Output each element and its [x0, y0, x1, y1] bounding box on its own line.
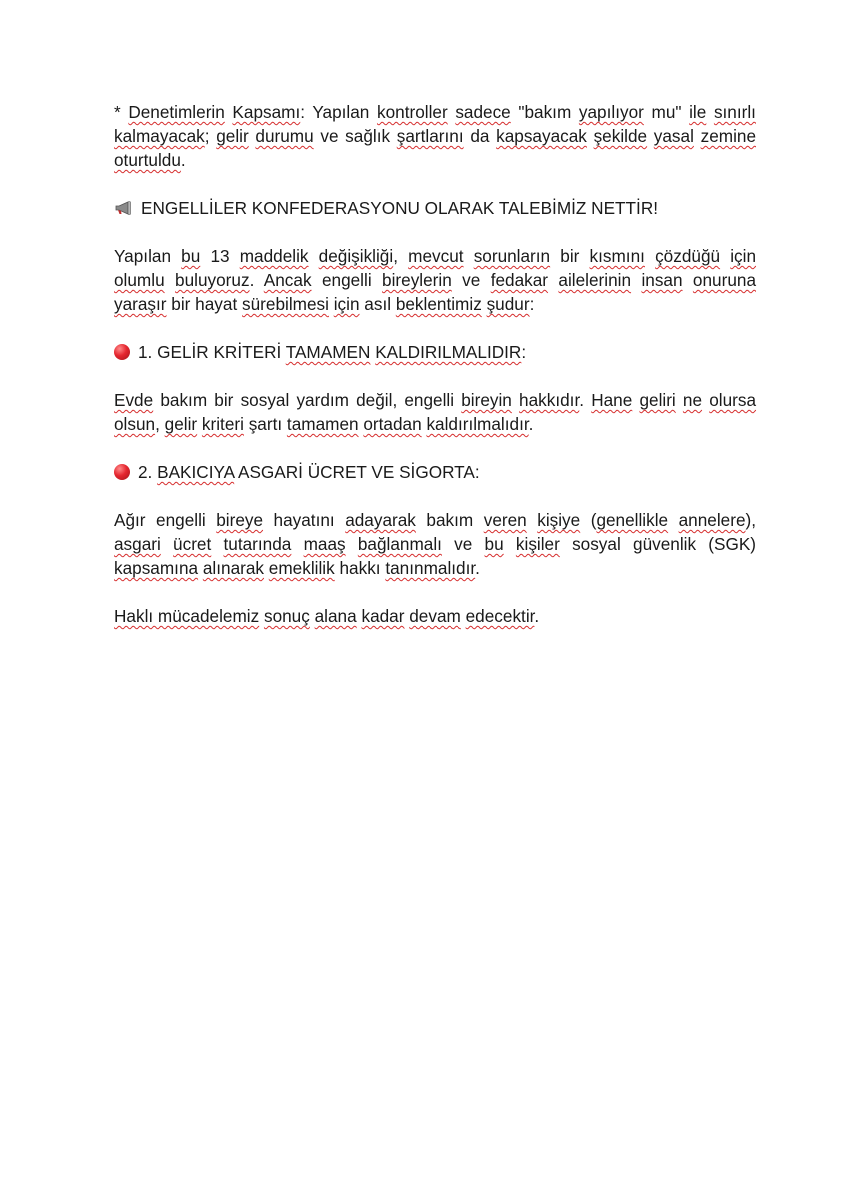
red-circle-icon — [114, 344, 130, 360]
spellcheck-word: Ancak — [263, 270, 312, 290]
paragraph-degisiklik — [114, 244, 756, 316]
text-run — [694, 126, 701, 146]
spellcheck-word: kontroller — [376, 102, 448, 122]
text-run: , — [155, 414, 165, 434]
paragraph-madde2 — [114, 460, 756, 484]
text-run — [527, 510, 538, 530]
text-run: ASGARİ ÜCRET VE SİGORTA: — [234, 462, 480, 482]
spellcheck-word: kaldırılmalıdır — [426, 414, 529, 434]
spellcheck-word: geliri — [639, 390, 676, 410]
text-run: asıl — [359, 294, 396, 314]
spellcheck-word: KALDIRILMALIDIR — [375, 342, 522, 362]
spellcheck-word: şartlarını — [396, 126, 464, 146]
spellcheck-word: zemine — [700, 126, 756, 146]
spellcheck-word: şudur — [486, 294, 530, 314]
spellcheck-word: çözdüğü — [655, 246, 721, 266]
text-run: hayatını — [263, 510, 346, 530]
text-run — [631, 270, 641, 290]
spellcheck-word: oturtuldu — [114, 150, 181, 170]
spellcheck-word: TAMAMEN — [285, 342, 371, 362]
spellcheck-word: onuruna — [692, 270, 756, 290]
text-run — [706, 102, 714, 122]
text-run: 1. GELİR KRİTERİ — [138, 342, 286, 362]
spellcheck-word: ne — [682, 390, 703, 410]
spellcheck-word: kriteri — [201, 414, 244, 434]
spellcheck-word: ücret — [173, 534, 212, 554]
text-run — [165, 270, 175, 290]
spellcheck-word: beklentimiz — [395, 294, 482, 314]
text-run: . — [249, 270, 264, 290]
spellcheck-word: Denetimlerin — [128, 102, 225, 122]
spellcheck-word: için — [730, 246, 757, 266]
spellcheck-word: insan — [641, 270, 683, 290]
spellcheck-word: tanınmalıdır — [385, 558, 476, 578]
spellcheck-word: bu — [181, 246, 201, 266]
spellcheck-word: asgari — [114, 534, 161, 554]
spellcheck-word: kapsamına — [114, 558, 199, 578]
text-run: : Yapılan — [300, 102, 377, 122]
spellcheck-word: ortadan — [363, 414, 422, 434]
text-run: hakkı — [334, 558, 386, 578]
paragraph-mucadele — [114, 604, 756, 628]
text-run — [668, 510, 679, 530]
paragraph-denetim — [114, 100, 756, 172]
spellcheck-word: maaş — [303, 534, 346, 554]
spellcheck-word: fedakar — [490, 270, 549, 290]
spellcheck-word: ile — [689, 102, 707, 122]
text-run: Ağır engelli — [114, 510, 217, 530]
spellcheck-word: şekilde — [593, 126, 648, 146]
text-run — [645, 246, 655, 266]
text-run — [504, 534, 516, 554]
spellcheck-word: olursa — [709, 390, 757, 410]
text-run — [548, 270, 558, 290]
text-run: . — [180, 150, 186, 170]
text-run — [676, 390, 683, 410]
spellcheck-word: tamamen — [286, 414, 359, 434]
text-run: . — [475, 558, 480, 578]
spellcheck-word: bireyin — [461, 390, 512, 410]
spellcheck-word: buluyoruz — [175, 270, 250, 290]
text-run — [161, 534, 173, 554]
spellcheck-word: bireye — [216, 510, 264, 530]
text-run: 2. — [138, 462, 158, 482]
text-run: bir — [550, 246, 590, 266]
spellcheck-word: adayarak — [345, 510, 416, 530]
text-run: bir hayat — [166, 294, 243, 314]
spellcheck-word: tutarında — [223, 534, 292, 554]
spellcheck-word: mevcut — [408, 246, 464, 266]
spellcheck-word: edecektir — [465, 606, 535, 626]
spellcheck-word: Kapsamı — [232, 102, 301, 122]
text-run — [720, 246, 730, 266]
text-run — [309, 246, 319, 266]
text-run — [291, 534, 303, 554]
megaphone-icon — [114, 197, 134, 211]
spellcheck-word: gelir — [164, 414, 198, 434]
spellcheck-word: maddelik — [239, 246, 309, 266]
spellcheck-word: bağlanmalı — [357, 534, 442, 554]
spellcheck-word: devam — [409, 606, 461, 626]
text-run — [512, 390, 519, 410]
text-run: ), — [745, 510, 757, 530]
text-run: ( — [580, 510, 597, 530]
text-run: bakım — [415, 510, 484, 530]
spellcheck-word: alınarak — [202, 558, 265, 578]
spellcheck-word: kısmını — [589, 246, 645, 266]
text-run: mu" — [643, 102, 690, 122]
spellcheck-word: genellikle — [596, 510, 669, 530]
paragraph-madde1 — [114, 340, 756, 364]
spellcheck-word: yapılıyor — [578, 102, 644, 122]
spellcheck-word: sadece — [455, 102, 511, 122]
spellcheck-word: kişiye — [537, 510, 581, 530]
spellcheck-word: kadar — [361, 606, 405, 626]
text-run: . — [528, 414, 534, 434]
spellcheck-word: kapsayacak — [496, 126, 587, 146]
text-run: . — [579, 390, 592, 410]
paragraph-evde — [114, 388, 756, 436]
spellcheck-word: kalmayacak — [114, 126, 205, 146]
text-run — [647, 126, 654, 146]
spellcheck-word: olumlu — [114, 270, 165, 290]
spellcheck-word: veren — [483, 510, 527, 530]
spellcheck-word: durumu — [255, 126, 314, 146]
text-run: bakım bir sosyal yardım değil, engelli — [153, 390, 462, 410]
spellcheck-word: sürebilmesi — [242, 294, 329, 314]
text-run: sosyal güvenlik (SGK) — [559, 534, 757, 554]
text-run: ; — [204, 126, 217, 146]
red-circle-icon — [114, 464, 130, 480]
text-run — [587, 126, 594, 146]
spellcheck-word: kişiler — [515, 534, 560, 554]
text-run — [683, 270, 693, 290]
spellcheck-word: yaraşır — [114, 294, 167, 314]
text-run: ENGELLİLER KONFEDERASYONU OLARAK TALEBİMİZ NETTİR! — [141, 198, 659, 218]
text-run: da — [463, 126, 497, 146]
spellcheck-word: yasal — [653, 126, 694, 146]
text-run — [464, 246, 474, 266]
spellcheck-word: hakkıdır — [519, 390, 580, 410]
spellcheck-word: bu — [484, 534, 504, 554]
text-run: Yapılan — [114, 246, 182, 266]
spellcheck-word: BAKICIYA — [157, 462, 235, 482]
text-run: ve — [451, 270, 491, 290]
text-run — [211, 534, 223, 554]
spellcheck-word: olsun — [114, 414, 156, 434]
spellcheck-word: sonuç — [263, 606, 310, 626]
paragraph-agir — [114, 508, 756, 580]
spellcheck-word: değişikliği — [318, 246, 394, 266]
spellcheck-word: annelere — [678, 510, 746, 530]
text-run: engelli — [311, 270, 383, 290]
text-run: ve sağlık — [313, 126, 397, 146]
spellcheck-word: Haklı mücadelemiz — [114, 606, 260, 626]
text-run: şartı — [243, 414, 287, 434]
spellcheck-word: bireylerin — [382, 270, 452, 290]
spellcheck-word: Hane — [591, 390, 633, 410]
text-run: , — [393, 246, 409, 266]
text-run: "bakım — [510, 102, 579, 122]
text-run — [346, 534, 358, 554]
document-body — [114, 100, 756, 652]
paragraph-talep — [114, 196, 756, 220]
text-run: ve — [441, 534, 485, 554]
text-run: : — [521, 342, 527, 362]
spellcheck-word: Evde — [114, 390, 154, 410]
text-run: . — [534, 606, 540, 626]
spellcheck-word: sorunların — [473, 246, 551, 266]
text-run: 13 — [200, 246, 240, 266]
spellcheck-word: gelir — [216, 126, 249, 146]
spellcheck-word: için — [333, 294, 360, 314]
spellcheck-word: emeklilik — [268, 558, 335, 578]
text-run: : — [529, 294, 535, 314]
spellcheck-word: ailelerinin — [558, 270, 632, 290]
text-run: * — [114, 102, 129, 122]
spellcheck-word: sınırlı — [713, 102, 756, 122]
spellcheck-word: alana — [314, 606, 357, 626]
